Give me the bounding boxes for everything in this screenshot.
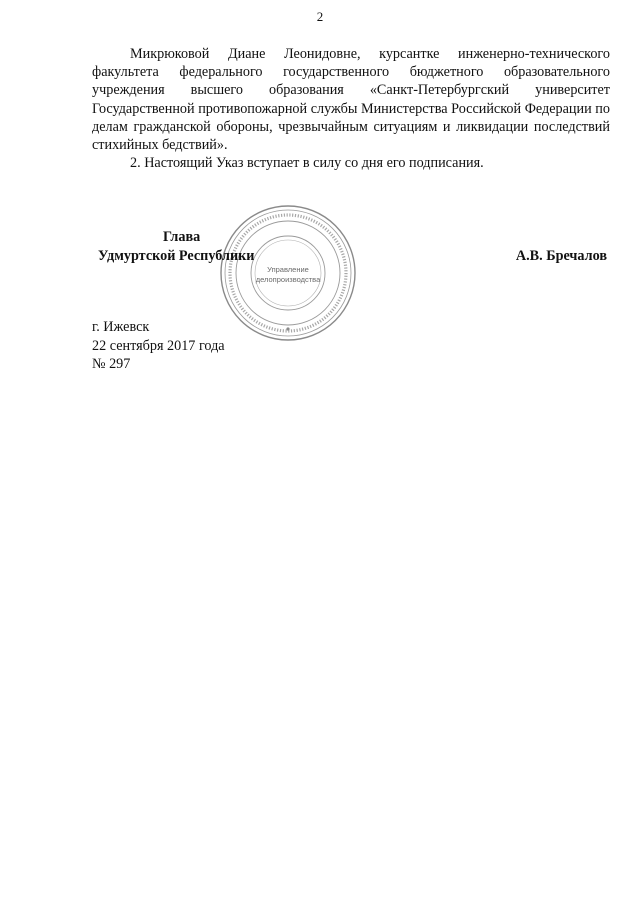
stamp-text-line1: Управление <box>267 265 309 274</box>
place-date-block <box>92 318 225 374</box>
signature-title-line1: Глава <box>163 229 201 245</box>
signature-title-line2: Удмуртской Республики <box>98 248 255 264</box>
stamp-text-line2: делопроизводства <box>255 275 321 284</box>
signatory-name: А.В. Бречалов <box>515 248 607 264</box>
official-stamp <box>218 203 358 343</box>
paragraph-award-recipient: Микрюковой Диане Леонидовне, курсантке инженерно-технического факультета федерального государственного бюджетного образовательного учреждения высшего образования «Санкт-Петербургский университет Государственной противопожарной службы Министерства Российской Федерации по делам гражданской обороны, чрезвычайным ситуациям и ликвидации последствий стихийных бедствий». <box>92 46 610 154</box>
decree-number: № 297 <box>92 356 131 372</box>
decree-body <box>92 45 610 172</box>
date: 22 сентября 2017 года <box>92 337 225 354</box>
page-number: 2 <box>316 9 324 24</box>
paragraph-effective-date: 2. Настоящий Указ вступает в силу со дня его подписания. <box>130 155 484 172</box>
place: г. Ижевск <box>92 319 150 335</box>
